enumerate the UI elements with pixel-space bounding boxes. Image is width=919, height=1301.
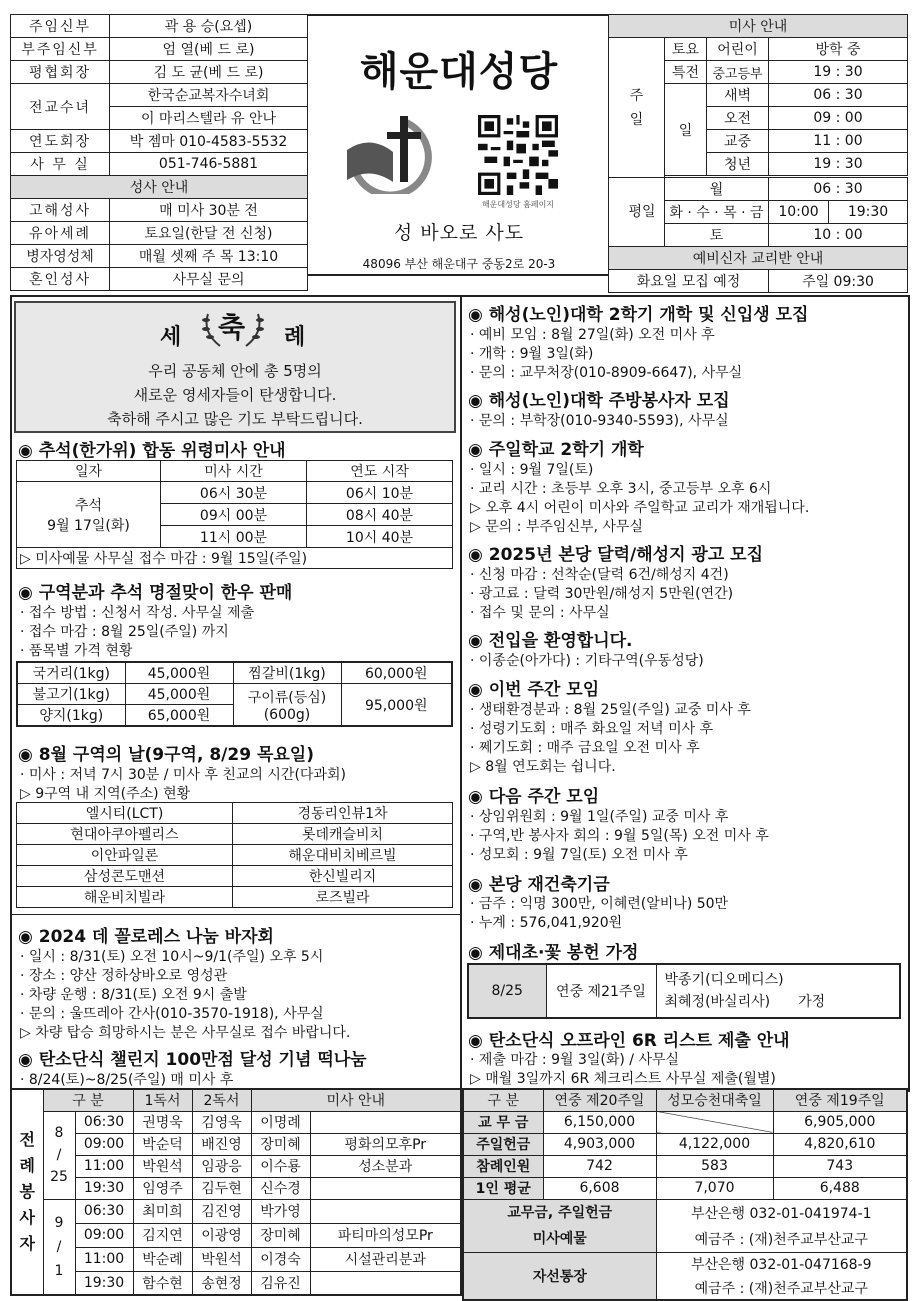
reader: 최미희 — [133, 1199, 192, 1223]
main-time: 11 : 00 — [769, 130, 908, 153]
label: 연도회장 — [11, 130, 110, 153]
label: 평협회장 — [11, 61, 110, 84]
label: 사 무 실 — [11, 153, 110, 176]
section-title: ◉ 전입을 환영합니다. — [468, 631, 633, 651]
special-label: 특전 — [665, 61, 707, 84]
teen-label: 중고등부 — [707, 61, 769, 84]
dawn-time: 06 : 30 — [769, 84, 908, 107]
bazaar-line: · 장소 : 양산 정하상바오로 영성관 — [20, 968, 228, 984]
main-label: 교중 — [707, 130, 769, 153]
item: 찜갈비(1kg) — [233, 662, 341, 684]
price: 60,000원 — [341, 662, 452, 684]
church-logo — [345, 112, 445, 194]
baptism-title-left: 세 — [160, 324, 182, 350]
area: 한신빌리지 — [233, 866, 453, 887]
g-char: 8 — [54, 1125, 64, 1141]
reader: 송현정 — [192, 1271, 251, 1295]
value: 051-746-5881 — [110, 153, 308, 176]
item-line2: (600g) — [263, 706, 311, 723]
group — [310, 1271, 461, 1295]
section-title: ◉ 해성(노인)대학 주방봉사자 모집 — [468, 391, 730, 411]
group: 파티마의성모Pr — [310, 1223, 461, 1247]
value: 엄 열(베 드 로) — [110, 38, 308, 61]
altar-title: ◉ 제대초·꽃 봉헌 가정 — [468, 943, 639, 963]
hanwoo-line: · 품목별 가격 현황 — [20, 643, 133, 659]
label: 전교수녀 — [11, 84, 110, 130]
carbon-6r-line: · 제출 마감 : 9월 3일(화) / 사무실 — [470, 1052, 680, 1068]
section-line: · 상임위원회 : 9월 1일(주일) 교중 미사 후 — [470, 809, 729, 825]
row-label: 주일헌금 — [463, 1133, 543, 1155]
baptism-title-right: 례 — [284, 324, 306, 350]
account1-label1: 교무금, 주일헌금 — [507, 1204, 613, 1221]
side-char: 봉 — [19, 1182, 35, 1201]
g-char: 1 — [54, 1262, 64, 1279]
date-line1: 추석 — [74, 497, 103, 514]
value: 한국순교복자수녀회 — [110, 84, 308, 107]
section-line: · 구역,반 봉사자 회의 : 9월 5일(목) 오전 미사 후 — [470, 828, 769, 844]
account1-label2: 미사예물 — [532, 1230, 587, 1247]
reader: 박순례 — [133, 1247, 192, 1271]
bazaar-line: · 차량 운행 : 8/31(토) 오전 9시 출발 — [20, 987, 247, 1003]
time: 11:00 — [75, 1155, 133, 1177]
reader: 김두현 — [192, 1177, 251, 1199]
label: 병자영성체 — [11, 245, 110, 268]
side-char: 례 — [19, 1156, 35, 1175]
tue-time2: 19:30 — [829, 201, 908, 224]
area: 롯데캐슬비치 — [233, 824, 453, 845]
youth-time: 19 : 30 — [769, 153, 908, 176]
section-line: · 접수 및 문의 : 사무실 — [470, 605, 610, 621]
header: 미사 시간 — [161, 461, 307, 482]
tue-label: 화 · 수 · 목 · 금 — [665, 201, 769, 224]
amount: 6,905,000 — [773, 1111, 907, 1133]
row-label: 교 무 금 — [463, 1111, 543, 1133]
kids-time: 방학 중 — [769, 38, 908, 61]
header: 연도 시작 — [307, 461, 453, 482]
area: 해운비치빌라 — [17, 887, 233, 908]
section-line: · 문의 : 교무처장(010-8909-6647), 사무실 — [470, 365, 743, 381]
dawn-label: 새벽 — [707, 84, 769, 107]
chuseok-note: ▷ 미사예물 사무실 접수 마감 : 9월 15일(주일) — [17, 548, 453, 569]
carbon-6r-line: ▷ 매월 3일까지 6R 체크리스트 사무실 제출(월별) — [470, 1071, 776, 1087]
label: 유아세례 — [11, 222, 110, 245]
time: 06:30 — [75, 1111, 133, 1133]
guide: 장미혜 — [251, 1133, 310, 1155]
guide: 이경숙 — [251, 1247, 310, 1271]
mass-time: 06시 30분 — [161, 482, 307, 504]
section-line: · 누계 : 576,041,920원 — [470, 915, 623, 931]
side-char: 사 — [19, 1208, 35, 1227]
time: 11:00 — [75, 1247, 133, 1271]
chuseok-table — [16, 460, 453, 569]
amount: 6,150,000 — [543, 1111, 656, 1133]
time: 09:00 — [75, 1133, 133, 1155]
patron-saint: 성 바오로 사도 — [393, 222, 525, 244]
sat2-time: 10 : 00 — [769, 224, 908, 247]
catechumen-title: 예비신자 교리반 안내 — [609, 247, 908, 270]
item: 국거리(1kg) — [17, 662, 125, 684]
district-line1: · 미사 : 저녁 7시 30분 / 미사 후 친교의 시간(다과회) — [20, 767, 346, 783]
church-address: 48096 부산 해운대구 중동2로 20-3 — [362, 257, 556, 271]
altar-family — [656, 964, 900, 1018]
hanwoo-line: · 접수 방법 : 신청서 작성. 사무실 제출 — [20, 605, 255, 621]
area: 엘시티(LCT) — [17, 803, 233, 824]
account1-bank: 부산은행 032-01-041974-1 — [656, 1199, 907, 1226]
catechumen-left: 화요일 모집 예정 — [609, 270, 769, 293]
time: 09:00 — [75, 1223, 133, 1247]
value: 박 젬마 010-4583-5532 — [110, 130, 308, 153]
area: 경동리인뷰1차 — [233, 803, 453, 824]
section-title: ◉ 다음 주간 모임 — [468, 787, 600, 807]
value: 토요일(한달 전 신청) — [110, 222, 308, 245]
header: 구 분 — [463, 1089, 543, 1111]
service-roster-table — [10, 1088, 462, 1296]
price: 65,000원 — [125, 705, 233, 727]
section-title: ◉ 주일학교 2학기 개학 — [468, 440, 644, 460]
weekday-label — [609, 178, 665, 247]
g-char: 9 — [54, 1214, 64, 1231]
group — [310, 1111, 461, 1133]
district-line2: ▷ 9구역 내 지역(주소) 현황 — [20, 786, 191, 802]
section-line: ▷ 오후 4시 어린이 미사와 주일학교 교리가 재개됩니다. — [470, 500, 810, 516]
sacrament-title: 성사 안내 — [11, 176, 308, 199]
parish-info-table — [10, 14, 308, 291]
bazaar-line: · 문의 : 울뜨레아 간사(010-3570-1918), 사무실 — [20, 1006, 324, 1022]
amount: 4,820,610 — [773, 1133, 907, 1155]
district-title: ◉ 8월 구역의 날(9구역, 8/29 목요일) — [18, 745, 314, 765]
teen-time: 19 : 30 — [769, 61, 908, 84]
side-char: 전 — [19, 1130, 35, 1149]
reader: 임광응 — [192, 1155, 251, 1177]
header: 2독서 — [192, 1089, 251, 1111]
sat-label: 토요 — [665, 38, 707, 61]
guide: 이명례 — [251, 1111, 310, 1133]
mon-time: 06 : 30 — [769, 178, 908, 201]
youth-label: 청년 — [707, 153, 769, 176]
altar-date: 8/25 — [468, 964, 546, 1018]
section-line: ▷ 8월 연도회는 쉽니다. — [470, 759, 616, 775]
group — [310, 1199, 461, 1223]
altar-week: 연중 제21주일 — [546, 964, 656, 1018]
area: 현대아쿠아펠리스 — [17, 824, 233, 845]
altar-names2-row — [665, 991, 897, 1013]
value: 이 마리스텔라 유 안나 — [110, 107, 308, 130]
section-title: ◉ 2025년 본당 달력/해성지 광고 모집 — [468, 545, 764, 565]
amount: 742 — [543, 1155, 656, 1177]
carbon-challenge-line: · 8/24(토)~8/25(주일) 매 미사 후 — [20, 1072, 234, 1088]
qr-caption: 해운대성당 홈페이지 — [481, 200, 555, 209]
g-char: / — [56, 1238, 62, 1255]
amount: 6,608 — [543, 1177, 656, 1199]
kids-label: 어린이 — [707, 38, 769, 61]
reader: 이광영 — [192, 1223, 251, 1247]
row-label: 1인 평균 — [463, 1177, 543, 1199]
section-line: · 교리 시간 : 초등부 오후 3시, 중고등부 오후 6시 — [470, 481, 772, 497]
guide: 신수경 — [251, 1177, 310, 1199]
section-line: · 예비 모임 : 8월 27일(화) 오전 미사 후 — [470, 327, 715, 343]
baptism-line1: 우리 공동체 안에 총 5명의 — [148, 362, 322, 380]
header: 구 분 — [43, 1089, 133, 1111]
reader: 배진영 — [192, 1133, 251, 1155]
section-line: · 생태환경분과 : 8월 25일(주일) 교중 미사 후 — [470, 702, 751, 718]
account2-holder: 예금주 : (재)천주교부산교구 — [656, 1276, 907, 1300]
price: 45,000원 — [125, 662, 233, 684]
sunday-label — [609, 38, 665, 178]
value: 곽 용 승(요셉) — [110, 15, 308, 38]
header: 연중 제20주일 — [543, 1089, 656, 1111]
time: 19:30 — [75, 1177, 133, 1199]
account1-holder: 예금주 : (재)천주교부산교구 — [656, 1226, 907, 1253]
mass-time: 11시 00분 — [161, 526, 307, 548]
side-char: 자 — [19, 1234, 35, 1253]
hanwoo-price-table — [16, 661, 453, 727]
section-line: · 광고료 : 달력 30만원/해성지 5만원(연간) — [470, 586, 734, 602]
mass-times-table — [608, 14, 908, 293]
church-name: 해운대성당 — [359, 48, 559, 95]
baptism-line2: 새로운 영세자들이 탄생합니다. — [133, 386, 337, 404]
section-line: · 이종순(아가다) : 기타구역(우동성당) — [470, 653, 704, 669]
item — [233, 684, 341, 727]
hanwoo-line: · 접수 마감 : 8월 25일(주일) 까지 — [20, 624, 229, 640]
amount: 6,488 — [773, 1177, 907, 1199]
chuseok-date — [17, 482, 161, 548]
item: 양지(1kg) — [17, 705, 125, 727]
section-line: · 신청 마감 : 선착순(달력 6건/해성지 4건) — [470, 567, 729, 583]
item-line1: 구이류(등심) — [247, 689, 327, 706]
label: 주임신부 — [11, 15, 110, 38]
hanwoo-title: ◉ 구역분과 추석 명절맞이 한우 판매 — [18, 583, 293, 603]
reader: 임영주 — [133, 1177, 192, 1199]
am-time: 09 : 00 — [769, 107, 908, 130]
section-line: · 성령기도회 : 매주 화요일 저녁 미사 후 — [470, 721, 714, 737]
altar-suffix: 가정 — [798, 994, 826, 1010]
group: 시설관리분과 — [310, 1247, 461, 1271]
section-title: ◉ 본당 재건축기금 — [468, 875, 610, 895]
label: 고해성사 — [11, 199, 110, 222]
header: 1독서 — [133, 1089, 192, 1111]
reader: 김진영 — [192, 1199, 251, 1223]
reader: 박순덕 — [133, 1133, 192, 1155]
header: 성모승천대축일 — [656, 1089, 773, 1111]
yeondo-time: 10시 40분 — [307, 526, 453, 548]
guide: 김유진 — [251, 1271, 310, 1295]
price: 95,000원 — [341, 684, 452, 727]
area: 삼성콘도맨션 — [17, 866, 233, 887]
account2-bank: 부산은행 032-01-047168-9 — [656, 1252, 907, 1276]
baptism-title-mid: 축 — [218, 311, 246, 344]
baptism-line3: 축하해 주시고 많은 기도 부탁드립니다. — [107, 410, 363, 428]
mass-time: 09시 00분 — [161, 504, 307, 526]
sunday-text: 주일 — [629, 87, 644, 128]
tue-time1: 10:00 — [769, 201, 829, 224]
area: 해운대비치베르빌 — [233, 845, 453, 866]
carbon-challenge-title: ◉ 탄소단식 챌린지 100만점 달성 기념 떡나눔 — [18, 1050, 367, 1070]
g-char: 25 — [50, 1169, 68, 1185]
guide: 박가영 — [251, 1199, 310, 1223]
catechumen-right: 주일 09:30 — [769, 270, 908, 293]
sat2-label: 토 — [665, 224, 769, 247]
amount: 583 — [656, 1155, 773, 1177]
amount: 7,070 — [656, 1177, 773, 1199]
am-label: 오전 — [707, 107, 769, 130]
chuseok-title: ◉ 추석(한가위) 합동 위령미사 안내 — [18, 441, 286, 461]
row-label: 참례인원 — [463, 1155, 543, 1177]
label: 부주임신부 — [11, 38, 110, 61]
bazaar-line: ▷ 차량 탑승 희망하시는 분은 사무실로 접수 바랍니다. — [20, 1025, 351, 1041]
area: 로즈빌라 — [233, 887, 453, 908]
reader: 박원석 — [192, 1247, 251, 1271]
amount: 4,122,000 — [656, 1133, 773, 1155]
item: 불고기(1kg) — [17, 684, 125, 705]
section-title: ◉ 해성(노인)대학 2학기 개학 및 신입생 모집 — [468, 305, 809, 325]
account2-label: 자선통장 — [463, 1252, 656, 1300]
reader: 권명욱 — [133, 1111, 192, 1133]
group: 평화의모후Pr — [310, 1133, 461, 1155]
bazaar-line: · 일시 : 8/31(토) 오전 10시~9/1(주일) 오후 5시 — [20, 949, 324, 965]
group: 성소분과 — [310, 1155, 461, 1177]
g-char: / — [56, 1147, 62, 1163]
service-side-label — [11, 1089, 43, 1295]
amount: 743 — [773, 1155, 907, 1177]
header: 연중 제19주일 — [773, 1089, 907, 1111]
section-line: · 금주 : 익명 300만, 이혜련(알비나) 50만 — [470, 896, 729, 912]
section-line: · 문의 : 부학장(010-9340-5593), 사무실 — [470, 413, 729, 429]
section-line: ▷ 문의 : 부주임신부, 사무실 — [470, 519, 643, 535]
yeondo-time: 06시 10분 — [307, 482, 453, 504]
guide: 이수룡 — [251, 1155, 310, 1177]
reader: 함수현 — [133, 1271, 192, 1295]
section-line: · 일시 : 9월 7일(토) — [470, 462, 594, 478]
qr-code — [478, 115, 558, 195]
weekday-text: 평일 — [628, 204, 656, 220]
amount: 4,903,000 — [543, 1133, 656, 1155]
guide: 장미혜 — [251, 1223, 310, 1247]
value: 김 도 균(베 드 로) — [110, 61, 308, 84]
altar-names2: 최혜정(바실리사) — [664, 994, 771, 1010]
day-label: 일 — [665, 84, 707, 176]
altar-names1: 박종기(디오메디스) — [664, 972, 784, 988]
group — [310, 1177, 461, 1199]
mon-label: 월 — [665, 178, 769, 201]
value: 매월 셋째 주 목 13:10 — [110, 245, 308, 268]
group1-label — [43, 1111, 75, 1199]
finance-table — [462, 1088, 908, 1301]
reader: 김영욱 — [192, 1111, 251, 1133]
section-line: · 개학 : 9월 3일(화) — [470, 346, 594, 362]
value: 매 미사 30분 전 — [110, 199, 308, 222]
column-divider — [460, 295, 462, 1090]
reader: 박원석 — [133, 1155, 192, 1177]
carbon-6r-title: ◉ 탄소단식 오프라인 6R 리스트 제출 안내 — [468, 1031, 790, 1051]
section-line: · 성모회 : 9월 7일(토) 오전 미사 후 — [470, 847, 688, 863]
amount-empty — [656, 1111, 773, 1133]
district-area-table — [16, 802, 453, 908]
account1-label — [463, 1199, 656, 1252]
section-line: · 쩨기도회 : 매주 금요일 오전 미사 후 — [470, 740, 700, 756]
price: 45,000원 — [125, 684, 233, 705]
left-divider — [10, 914, 462, 915]
reader: 김지연 — [133, 1223, 192, 1247]
altar-table — [467, 963, 901, 1019]
label: 혼인성사 — [11, 268, 110, 291]
header: 일자 — [17, 461, 161, 482]
value: 사무실 문의 — [110, 268, 308, 291]
mass-title: 미사 안내 — [609, 15, 908, 38]
time: 19:30 — [75, 1271, 133, 1295]
section-title: ◉ 이번 주간 모임 — [468, 680, 600, 700]
date-line2: 9월 17일(화) — [47, 517, 130, 534]
time: 06:30 — [75, 1199, 133, 1223]
yeondo-time: 08시 40분 — [307, 504, 453, 526]
area: 이안파일론 — [17, 845, 233, 866]
group2-label — [43, 1199, 75, 1295]
header: 미사 안내 — [251, 1089, 461, 1111]
bazaar-title: ◉ 2024 데 꼴로레스 나눔 바자회 — [18, 927, 274, 947]
